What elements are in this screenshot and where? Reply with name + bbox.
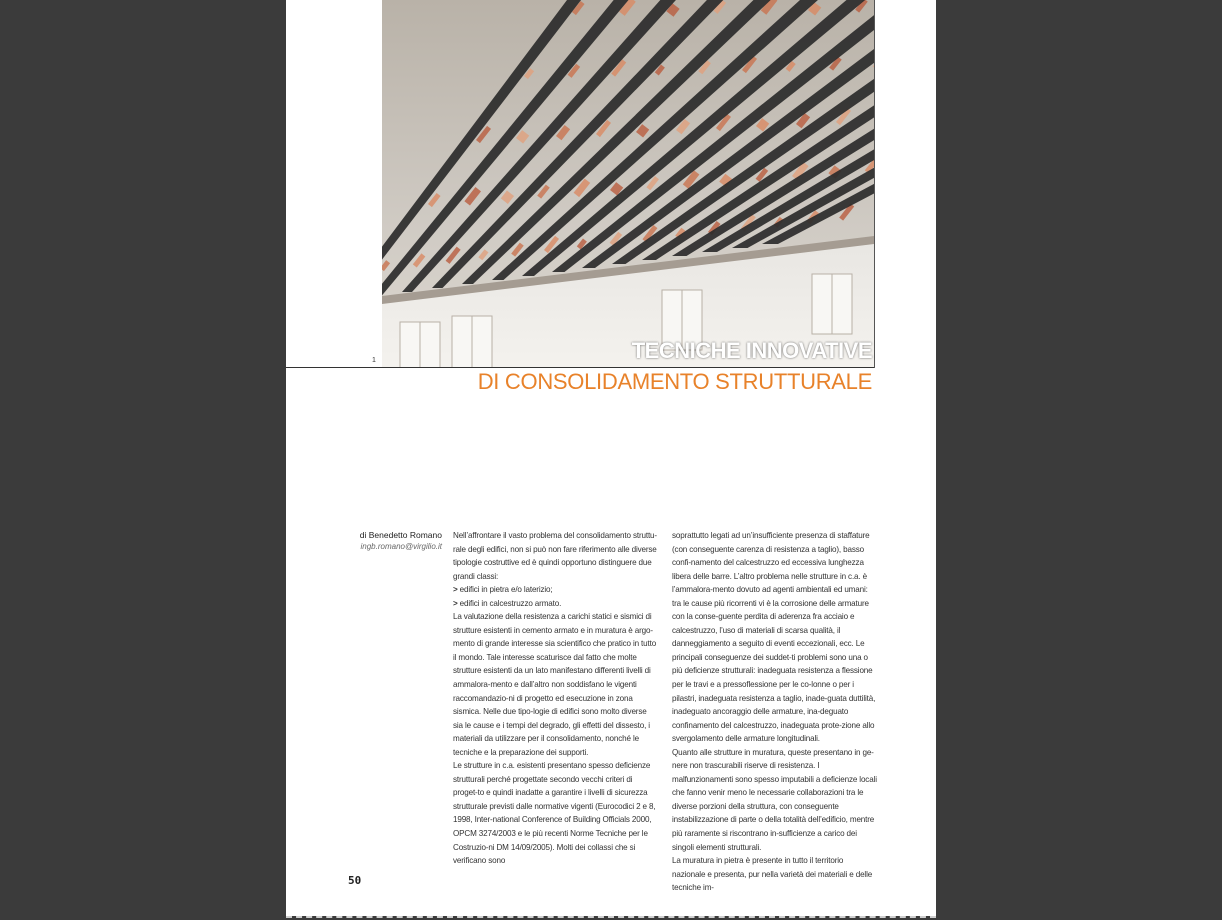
paragraph: La muratura in pietra è presente in tutto il territorio nazionale e presenta, pur nella varietà dei materiali e delle tecniche im- (672, 856, 873, 893)
photo-right-rule (874, 0, 875, 368)
paragraph: Le strutture in c.a. esistenti presentano spesso deficienze strutturali perché progettate secondo vecchi criteri di proget-to e quindi inadatte a garantire i livelli di sicurezza strutturale previsti dalle normative vigenti (Eurocodici 2 e 8, 1998, Inter-national Conference of Building Officials 2000, OPCM 3274/2003 e le più recenti Norme Tecniche per le Costruzio-ni DM 14/09/2005). Molti dei collassi che si verificano sono (453, 761, 656, 866)
author-name: di Benedetto Romano (359, 530, 442, 540)
page-number: 50 (348, 874, 362, 887)
bullet-marker: > (453, 598, 458, 608)
paragraph: La valutazione della resistenza a carichi statici e sismici di strutture esistenti in cemento armato e in muratura è argo-mento di grande interesse sia scientifico che pratico in tutto il mondo. Tale interesse scaturisce dal fatto che molte strutture esistenti da un lato manifestano differenti livelli di ammalora-mento e dall’altro non soddisfano le vigenti raccomandazio-ni di progetto ed esecuzione in zona sismica. Nelle due tipo-logie di edifici sono molto diverse sia le cause e i tempi del degrado, gli effetti del dissesto, i materiali da utilizzare per il consolidamento, nonché le tecniche e la preparazione dei supporti. (453, 612, 657, 757)
bullet-text: edifici in calcestruzzo armato. (457, 598, 562, 608)
author-block (346, 530, 442, 552)
bullet-item (453, 583, 658, 597)
article-title-line2: DI CONSOLIDAMENTO STRUTTURALE (477, 369, 872, 394)
article-title-line1: TECNICHE INNOVATIVE (631, 338, 872, 363)
text-column-2 (672, 529, 877, 895)
ceiling-photo (382, 0, 874, 367)
document-page (286, 0, 936, 916)
bullet-text: edifici in pietra e/o laterizio; (457, 585, 553, 595)
author-email[interactable]: ingb.romano@virgilio.it (360, 542, 442, 551)
figure-number: 1 (372, 357, 376, 364)
paragraph: Quanto alle strutture in muratura, queste presentano in ge-nere non trascurabili riserve di resistenza. I malfunzionamenti sono spesso imputabili a deficienze locali che fanno venir meno le necessarie collaborazioni tra le diverse porzioni della struttura, con conseguente instabilizzazione di parte o della totalità dell’edificio, mentre più raramente si riscontrano in-sufficienze a carico dei singoli elementi strutturali. (672, 747, 877, 852)
text-column-1 (453, 529, 658, 868)
page-edge (286, 916, 936, 918)
paragraph: Nell’affrontare il vasto problema del consolidamento struttu-rale degli edifici, non si può non fare riferimento alle diverse tipologie costruttive ed è quindi opportuno distinguere due grandi classi: (453, 531, 657, 581)
bullet-marker: > (453, 585, 458, 595)
photo-bottom-rule (286, 367, 874, 368)
paragraph: soprattutto legati ad un’insufficiente presenza di staffature (con conseguente carenza di resistenza a taglio), basso confi-namento del calcestruzzo ed eccessiva lunghezza libera delle barre. L’altro problema nelle strutture in c.a. è l’ammalora-mento dovuto ad agenti ambientali ed umani: tra le cause più ricorrenti vi è la corrosione delle armature con la conse-guente perdita di aderenza fra acciaio e calcestruzzo, l’uso di materiali di scarsa qualità, il danneggiamento a seguito di eventi eccezionali, ecc. Le principali conseguenze dei suddet-ti problemi sono una o più deficienze strutturali: inadeguata resistenza a flessione per le travi e a pressoflessione per le co-lonne o per i pilastri, inadeguata resistenza a taglio, inade-guata duttilità, inadeguato ancoraggio delle armature, ina-deguato confinamento del calcestruzzo, inadeguata prote-zione allo svergolamento delle armature longitudinali. (672, 531, 876, 744)
ceiling-photo-image (382, 0, 874, 367)
bullet-item (453, 597, 658, 611)
